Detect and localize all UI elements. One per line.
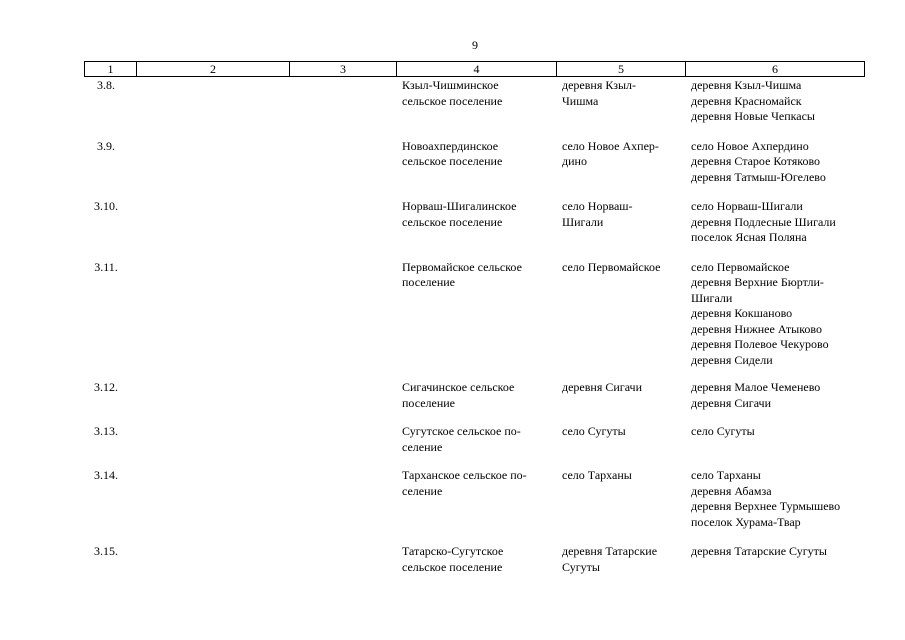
row-number-text: 3.14.	[94, 468, 118, 482]
column-2-cell	[136, 530, 289, 575]
table-row	[84, 368, 864, 411]
settlements-table	[84, 78, 864, 575]
settlement-item: деревня Татарские Сугуты	[691, 544, 827, 558]
settlement-item: деревня Малое Чеменево	[691, 380, 821, 394]
column-header-4: 4	[397, 62, 557, 77]
column-2-cell	[136, 78, 289, 125]
column-3-cell	[289, 368, 396, 411]
municipality-name-line: сельское поселение	[402, 214, 503, 229]
column-3-cell	[289, 411, 396, 455]
column-3-cell	[289, 78, 396, 125]
row-number	[84, 246, 136, 369]
municipality-name	[396, 185, 556, 246]
administrative-center-line: село Тарханы	[562, 468, 632, 482]
column-header-3: 3	[290, 62, 397, 77]
administrative-center	[556, 78, 685, 125]
settlements-list	[685, 125, 864, 186]
column-header-6: 6	[686, 62, 865, 77]
settlements-list	[685, 530, 864, 575]
administrative-center-line: село Норваш-	[562, 199, 633, 213]
municipality-name-line: Сугутское сельское по-	[402, 424, 521, 438]
settlements-list	[685, 455, 864, 530]
column-3-cell	[289, 530, 396, 575]
municipality-name	[396, 368, 556, 411]
municipality-name-line: селение	[402, 483, 443, 498]
municipality-name	[396, 530, 556, 575]
table-row	[84, 185, 864, 246]
column-header-5: 5	[557, 62, 686, 77]
municipality-name-line: Норваш-Шигалинское	[402, 199, 517, 213]
administrative-center-line: Чишма	[562, 93, 599, 108]
settlements-list	[685, 246, 864, 369]
administrative-center-line: Сугуты	[562, 559, 600, 574]
municipality-name-line: сельское поселение	[402, 559, 503, 574]
settlements-list	[685, 185, 864, 246]
table-row	[84, 125, 864, 186]
row-number-text: 3.8.	[97, 78, 115, 92]
row-number-text: 3.12.	[94, 380, 118, 394]
settlement-item: село Норваш-Шигали	[691, 199, 803, 213]
table-row	[84, 455, 864, 530]
column-header-2: 2	[137, 62, 290, 77]
administrative-center	[556, 125, 685, 186]
row-number	[84, 455, 136, 530]
table-row	[84, 411, 864, 455]
row-number-text: 3.10.	[94, 199, 118, 213]
column-2-cell	[136, 185, 289, 246]
row-number-text: 3.9.	[97, 138, 115, 153]
municipality-name	[396, 455, 556, 530]
administrative-center-line: деревня Кзыл-	[562, 78, 636, 92]
column-3-cell	[289, 246, 396, 369]
municipality-name-line: поселение	[402, 275, 456, 289]
settlement-item: деревня Красномайск	[691, 93, 802, 108]
municipality-name-line: Первомайское сельское	[402, 259, 522, 274]
administrative-center	[556, 368, 685, 411]
settlement-item: деревня Старое Котяково	[691, 154, 821, 168]
settlement-item: деревня Верхние Бюртли-	[691, 275, 824, 289]
municipality-name-line: сельское поселение	[402, 93, 503, 108]
municipality-name	[396, 78, 556, 125]
page-number: 9	[472, 38, 478, 52]
row-number-text: 3.13.	[94, 424, 118, 438]
column-header-row	[85, 62, 865, 77]
column-2-cell	[136, 455, 289, 530]
settlement-item: деревня Новые Чепкасы	[691, 109, 815, 123]
municipality-name-line: селение	[402, 439, 443, 454]
row-number-text: 3.15.	[94, 544, 118, 558]
municipality-name-line: Татарско-Сугутское	[402, 544, 504, 558]
administrative-center	[556, 530, 685, 575]
settlement-item: село Сугуты	[691, 424, 755, 438]
administrative-center-line: деревня Сигачи	[562, 380, 643, 394]
row-number	[84, 185, 136, 246]
settlement-item: село Тарханы	[691, 468, 761, 482]
settlement-item: деревня Верхнее Турмышево	[691, 499, 841, 513]
column-2-cell	[136, 246, 289, 369]
municipality-name	[396, 125, 556, 186]
municipality-name-line: Кзыл-Чишминское	[402, 78, 499, 92]
column-3-cell	[289, 125, 396, 186]
settlement-item: село Новое Ахпердино	[691, 138, 809, 153]
settlement-item: деревня Кокшаново	[691, 306, 793, 320]
settlements-table-body	[84, 78, 864, 575]
column-2-cell	[136, 411, 289, 455]
municipality-name	[396, 411, 556, 455]
settlements-list	[685, 368, 864, 411]
administrative-center-line: село Новое Ахпер-	[562, 138, 659, 153]
settlement-item: деревня Полевое Чекурово	[691, 337, 829, 351]
administrative-center	[556, 455, 685, 530]
administrative-center	[556, 185, 685, 246]
settlement-item: деревня Нижнее Атыково	[691, 321, 822, 336]
settlement-item: деревня Татмыш-Югелево	[691, 169, 826, 184]
settlements-list	[685, 411, 864, 455]
municipality-name-line: Новоахпердинское	[402, 138, 499, 153]
municipality-name-line: сельское поселение	[402, 154, 503, 168]
row-number-text: 3.11.	[94, 259, 118, 274]
column-header-table	[84, 61, 865, 77]
administrative-center-line: Шигали	[562, 214, 604, 229]
row-number	[84, 125, 136, 186]
row-number	[84, 530, 136, 575]
column-header-1: 1	[85, 62, 137, 77]
settlement-item: деревня Сигачи	[691, 395, 772, 410]
settlement-item: поселок Хурама-Твар	[691, 514, 801, 529]
administrative-center-line: село Сугуты	[562, 424, 626, 438]
column-3-cell	[289, 455, 396, 530]
settlement-item: Шигали	[691, 290, 733, 305]
municipality-name-line: Сигачинское сельское	[402, 380, 515, 394]
administrative-center-line: дино	[562, 154, 587, 168]
settlement-item: поселок Ясная Поляна	[691, 230, 807, 244]
table-row	[84, 530, 864, 575]
administrative-center-line: деревня Татарские	[562, 544, 658, 558]
column-2-cell	[136, 368, 289, 411]
administrative-center	[556, 411, 685, 455]
table-row	[84, 78, 864, 125]
settlement-item: деревня Сидели	[691, 352, 773, 367]
municipality-name	[396, 246, 556, 369]
column-3-cell	[289, 185, 396, 246]
row-number	[84, 411, 136, 455]
row-number	[84, 78, 136, 125]
row-number	[84, 368, 136, 411]
settlements-list	[685, 78, 864, 125]
table-row	[84, 246, 864, 369]
settlement-item: деревня Подлесные Шигали	[691, 214, 836, 229]
settlement-item: деревня Абамза	[691, 483, 772, 498]
settlement-item: деревня Кзыл-Чишма	[691, 78, 802, 92]
municipality-name-line: Тарханское сельское по-	[402, 468, 527, 482]
column-2-cell	[136, 125, 289, 186]
settlement-item: село Первомайское	[691, 259, 790, 274]
municipality-name-line: поселение	[402, 395, 456, 410]
administrative-center	[556, 246, 685, 369]
administrative-center-line: село Первомайское	[562, 259, 661, 274]
